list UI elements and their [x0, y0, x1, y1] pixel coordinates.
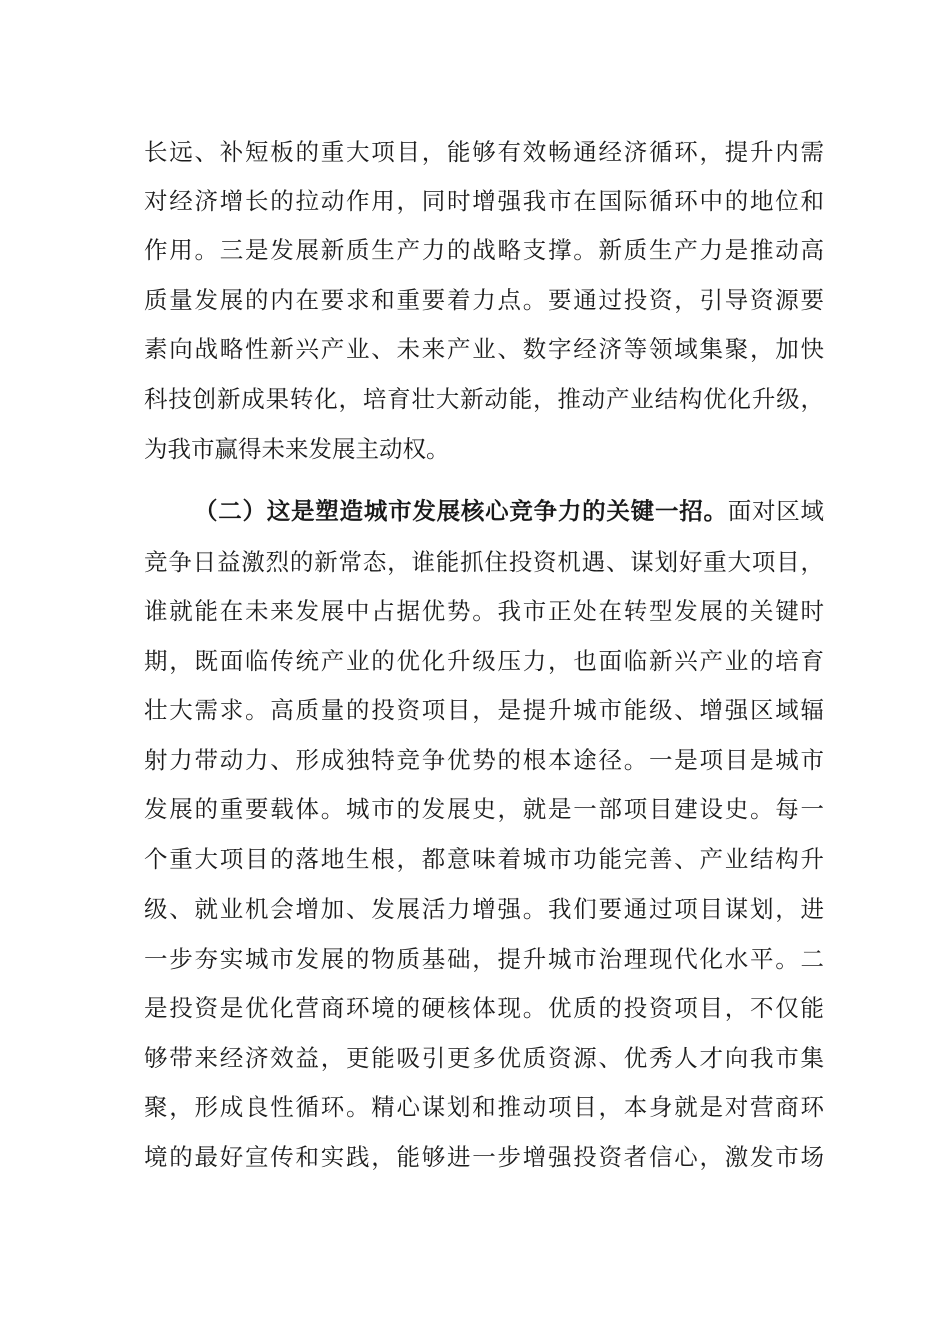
paragraph-1-line-1: 长远、补短板的重大项目，能够有效畅通经济循环，提升内需 — [144, 138, 824, 166]
paragraph-2-line-13: 聚，形成良性循环。精心谋划和推动项目，本身就是对营商环 — [144, 1093, 824, 1121]
paragraph-2-line-14: 境的最好宣传和实践，能够进一步增强投资者信心，激发市场 — [144, 1143, 824, 1171]
paragraph-2-line-6: 射力带动力、形成独特竞争优势的根本途径。一是项目是城市 — [144, 746, 824, 774]
paragraph-1-line-2: 对经济增长的拉动作用，同时增强我市在国际循环中的地位和 — [144, 187, 824, 215]
paragraph-2-line-1-rest: 面对区域 — [727, 497, 825, 525]
paragraph-2-line-12: 够带来经济效益，更能吸引更多优质资源、优秀人才向我市集 — [144, 1044, 824, 1072]
paragraph-2-line-5: 壮大需求。高质量的投资项目，是提升城市能级、增强区域辐 — [144, 696, 824, 724]
paragraph-1-line-4: 质量发展的内在要求和重要着力点。要通过投资，引导资源要 — [144, 286, 824, 314]
paragraph-2-line-1 — [194, 486, 824, 536]
paragraph-2-line-11: 是投资是优化营商环境的硬核体现。优质的投资项目，不仅能 — [144, 994, 824, 1022]
paragraph-1-line-6: 科技创新成果转化，培育壮大新动能，推动产业结构优化升级， — [144, 385, 824, 413]
paragraph-1-line-7: 为我市赢得未来发展主动权。 — [144, 435, 450, 463]
paragraph-2-line-4: 期，既面临传统产业的优化升级压力，也面临新兴产业的培育 — [144, 647, 824, 675]
paragraph-1-line-3: 作用。三是发展新质生产力的战略支撑。新质生产力是推动高 — [144, 236, 824, 264]
paragraph-2-line-9: 级、就业机会增加、发展活力增强。我们要通过项目谋划，进 — [144, 895, 824, 923]
paragraph-2-line-2: 竞争日益激烈的新常态，谁能抓住投资机遇、谋划好重大项目， — [144, 548, 824, 576]
paragraph-2-line-8: 个重大项目的落地生根，都意味着城市功能完善、产业结构升 — [144, 845, 824, 873]
paragraph-1-line-5: 素向战略性新兴产业、未来产业、数字经济等领域集聚，加快 — [144, 335, 824, 363]
section-heading: （二）这是塑造城市发展核心竞争力的关键一招。 — [194, 497, 728, 525]
paragraph-2-line-7: 发展的重要载体。城市的发展史，就是一部项目建设史。每一 — [144, 795, 824, 823]
paragraph-2-line-3: 谁就能在未来发展中占据优势。我市正处在转型发展的关键时 — [144, 597, 824, 625]
paragraph-2-line-10: 一步夯实城市发展的物质基础，提升城市治理现代化水平。二 — [144, 945, 824, 973]
